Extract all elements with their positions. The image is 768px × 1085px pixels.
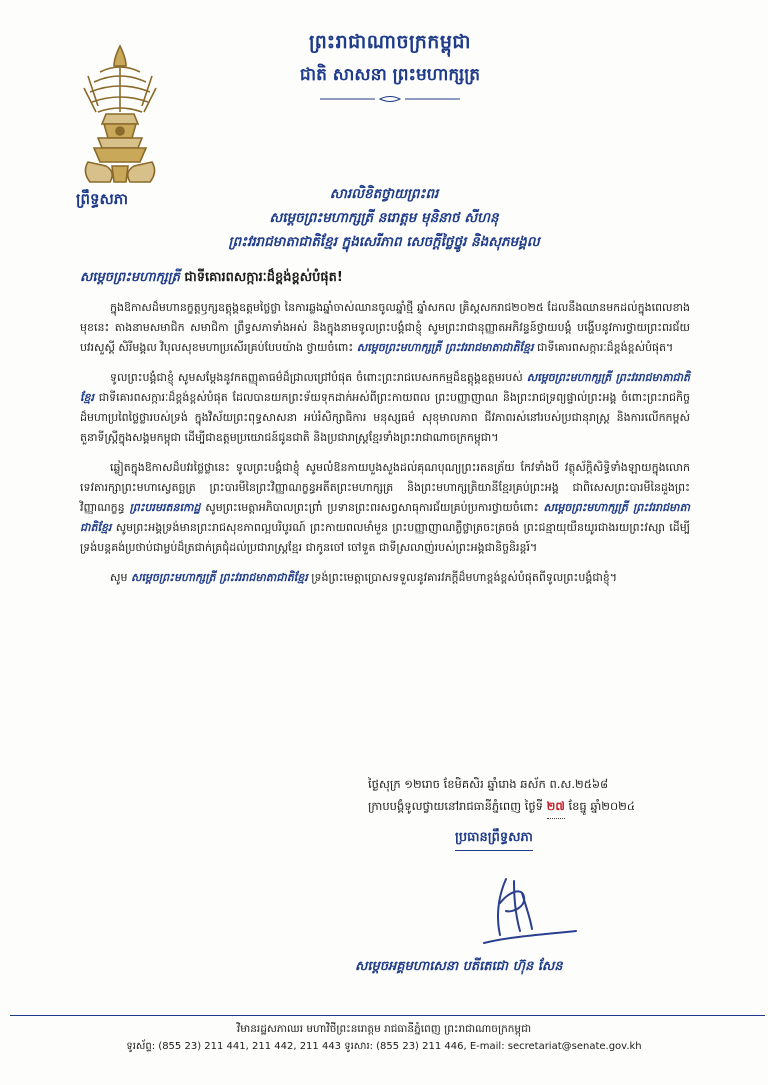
solar-date-prefix: ក្រាបបង្គំទូលថ្វាយនៅរាជធានីភ្នំពេញ ថ្ងៃទី (368, 799, 543, 813)
paragraph-1-text: ក្នុងឱកាសដ៏មហានក្ខត្តឫក្សឧត្តុង្គឧត្តមថ្លៃថ្លា នៃការឆ្លងឆ្នាំចាស់ឈានចូលឆ្នាំថ្មី ឆ្នាំសកល គ្រិស្តសករាជ២០២៥ ដែលនឹងឈានមកដល់ក្នុងពេលខាងមុខនេះ តាងនាមសមាជិក សមាជិកា ព្រឹទ្ធសភាទាំងអស់ និងក្នុងនាមទូលព្រះបង្គំជាខ្ញុំ សូមព្រះរាជានុញ្ញាតអភិវន្ទន៍ថ្វាយបង្គំ បង្ហើបនូវការថ្វាយព្រះពរជ័យ បវរសួស្តី សិរីមង្គល វិបុលសុខមហាប្រសើរគ្រប់បែបយ៉ាង ថ្វាយចំពោះ (80, 301, 690, 354)
paragraph-3-mid: សូមព្រះមេត្តាអភិបាលព្រះព្រាំ ប្រទានព្រះពរសព្វសាធុការជ័យគ្រប់ប្រការថ្វាយចំពោះ (205, 501, 539, 514)
paragraph-3-start: ឆ្លៀតក្នុងឱកាសដ៏បវរថ្លៃថ្លានេះ ទូលព្រះបង្គំជាខ្ញុំ សូមលំឱនកាយបួងសួងដល់គុណបុណ្យព្រះរតនត្រ័យ កែវទាំងបី វត្ថុស័ក្តិសិទ្ធិទាំងឡាយក្នុងលោក ទេវតារក្សាព្រះមហាស្វេតច្ឆត្រ ព្រះបារមីនៃព្រះវិញ្ញាណក្ខន្ធអតីតព្រះមហាក្សត្រ និងព្រះមហាក្សត្រិយានីខ្មែរគ្រប់ព្រះអង្គ ជាពិសេសព្រះបារមីនៃដួងព្រះវិញ្ញាណក្ខន្ធ (80, 461, 690, 514)
letter-body (80, 298, 690, 598)
royal-crest-icon (80, 42, 160, 187)
footer-contact: ទូរស័ព្ទ: (855 23) 211 441, 211 442, 211 443 ទូរសារ: (855 23) 211 446, E-mail: secretariat@senate.gov.kh (126, 1041, 642, 1052)
salutation (80, 269, 343, 288)
institution-label: ព្រឹទ្ធសភា (76, 190, 129, 208)
kingdom-heading (240, 30, 540, 108)
solar-date-day: ២៧ (547, 795, 565, 819)
solar-date-suffix: ខែធ្នូ ឆ្នាំ២០២៤ (568, 799, 635, 813)
footer-address: វិមានរដ្ឋសភាឈរ មហាវិថីព្រះនរោត្តម រាជធានីភ្នំពេញ ព្រះរាជាណាចក្រកម្ពុជា (236, 1023, 532, 1035)
lunar-date: ថ្ងៃសុក្រ ១២រោច ខែមិគសិរ ឆ្នាំរោង ឆស័ក ព.ស.២៥៦៨ (368, 777, 609, 791)
title-line-1: សារលិខិតថ្វាយព្រះពរ (329, 186, 439, 202)
handwritten-signature-icon (478, 873, 582, 953)
paragraph-3-end: សូមព្រះអង្គទ្រង់មានព្រះរាជសុខភាពល្អបរិបូរណ៍ ព្រះកាយពលមាំមួន ព្រះបញ្ញាញាណភ្លឺថ្លាត្រចះត្រចង់ ព្រះជន្មាយុយឺនយូរជាងរយព្រះវស្សា ដើម្បីទ្រង់បន្តគង់ប្រថាប់ជាម្លប់ដ៏ត្រជាក់ត្រជុំដល់ប្រជារាស្ត្រខ្មែរ ជាកូនចៅ ចៅទួត ជាទីស្រលាញ់របស់ព្រះអង្គជានិច្ចនិរន្តរ៍។ (80, 521, 690, 554)
letter-title (80, 182, 688, 254)
footer-divider (10, 1015, 765, 1016)
paragraph-2-start: ទូលព្រះបង្គំជាខ្ញុំ សូមសម្តែងនូវកតញ្ញុតាធម៌ដ៏ជ្រាលជ្រៅបំផុត ចំពោះព្រះរាជបេសកកម្មដ៏ឧត្តុង្គឧត្តមរបស់ (110, 371, 523, 384)
paragraph-4-name: សម្តេចព្រះមហាក្សត្រី ព្រះវររាជមាតាជាតិខ្មែរ (130, 571, 308, 584)
salutation-rest: ជាទីគោរពសក្ការៈដ៏ខ្ពង់ខ្ពស់បំផុត! (184, 270, 343, 285)
signer-role: ប្រធានព្រឹទ្ធសភា (455, 829, 533, 851)
paragraph-2 (80, 368, 690, 448)
title-line-3: ព្រះវររាជមាតាជាតិខ្មែរ ក្នុងសេរីភាព សេចក្តីថ្លៃថ្នូរ និងសុភមង្គល (228, 234, 540, 250)
paragraph-1 (80, 298, 690, 358)
paragraph-3-name-2: សម្តេចព្រះមហាក្សត្រី ព្រះវររាជមាតាជាតិខ្មែរ (80, 501, 691, 534)
paragraph-1-name: សម្តេចព្រះមហាក្សត្រី ព្រះវររាជមាតាជាតិខ្មែរ (356, 341, 534, 354)
title-line-2: សម្តេចព្រះមហាក្សត្រី នរោត្តម មុនិនាថ សីហនុ (269, 210, 499, 226)
paragraph-3 (80, 458, 690, 558)
paragraph-4-end: ទ្រង់ព្រះមេត្តាប្រោសទទួលនូវគារវភក្តីដ៏មហាខ្ពង់ខ្ពស់បំផុតពីទូលព្រះបង្គំជាខ្ញុំ។ (311, 571, 618, 584)
paragraph-4 (80, 568, 690, 588)
paragraph-2-rest: ជាទីគោរពសក្ការៈដ៏ខ្ពង់ខ្ពស់បំផុត ដែលបានយកព្រះទ័យទុកដាក់អស់ពីព្រះកាយពល ព្រះបញ្ញាញាណ និងព្រះរាជទ្រព្យផ្ទាល់ព្រះអង្គ ចំពោះព្រះរាជកិច្ចដ៏មហាប្រពៃថ្លៃថ្លារបស់ទ្រង់ ក្នុងវិស័យព្រះពុទ្ធសាសនា អប់រំសិក្សាធិការ មនុស្សធម៌ សុខុមាលភាព ជីវភាពរស់នៅរបស់ប្រជានុរាស្ត្រ និងការលើកកម្ពស់តួនាទីស្ត្រីក្នុងសង្គមកម្ពុជា ដើម្បីជាឧត្តមប្រយោជន៍ជូនជាតិ និងប្រជារាស្ត្រខ្មែរទាំងព្រះរាជាណាចក្រកម្ពុជា។ (80, 391, 690, 444)
paragraph-1-end: ជាទីគោរពសក្ការៈដ៏ខ្ពង់ខ្ពស់បំផុត។ (536, 341, 674, 354)
salutation-name: សម្តេចព្រះមហាក្សត្រី (80, 270, 180, 285)
paragraph-4-start: សូម (110, 571, 128, 584)
paragraph-2-name: សម្តេចព្រះមហាក្សត្រី ព្រះវររាជមាតាជាតិខ្មែរ (80, 371, 691, 404)
kingdom-name: ព្រះរាជាណាចក្រកម្ពុជា (309, 31, 471, 53)
date-block (368, 773, 708, 819)
signer-name: សម្តេចអគ្គមហាសេនា បតីតេជោ ហ៊ុន សែន (355, 959, 563, 974)
ornament-divider-icon (315, 94, 465, 104)
solar-date (368, 795, 708, 819)
national-motto: ជាតិ សាសនា ព្រះមហាក្សត្រ (299, 65, 481, 85)
letter-footer (0, 1021, 768, 1055)
paragraph-3-name-1: ព្រះបរមរតនកោដ្ឋ (129, 501, 201, 514)
